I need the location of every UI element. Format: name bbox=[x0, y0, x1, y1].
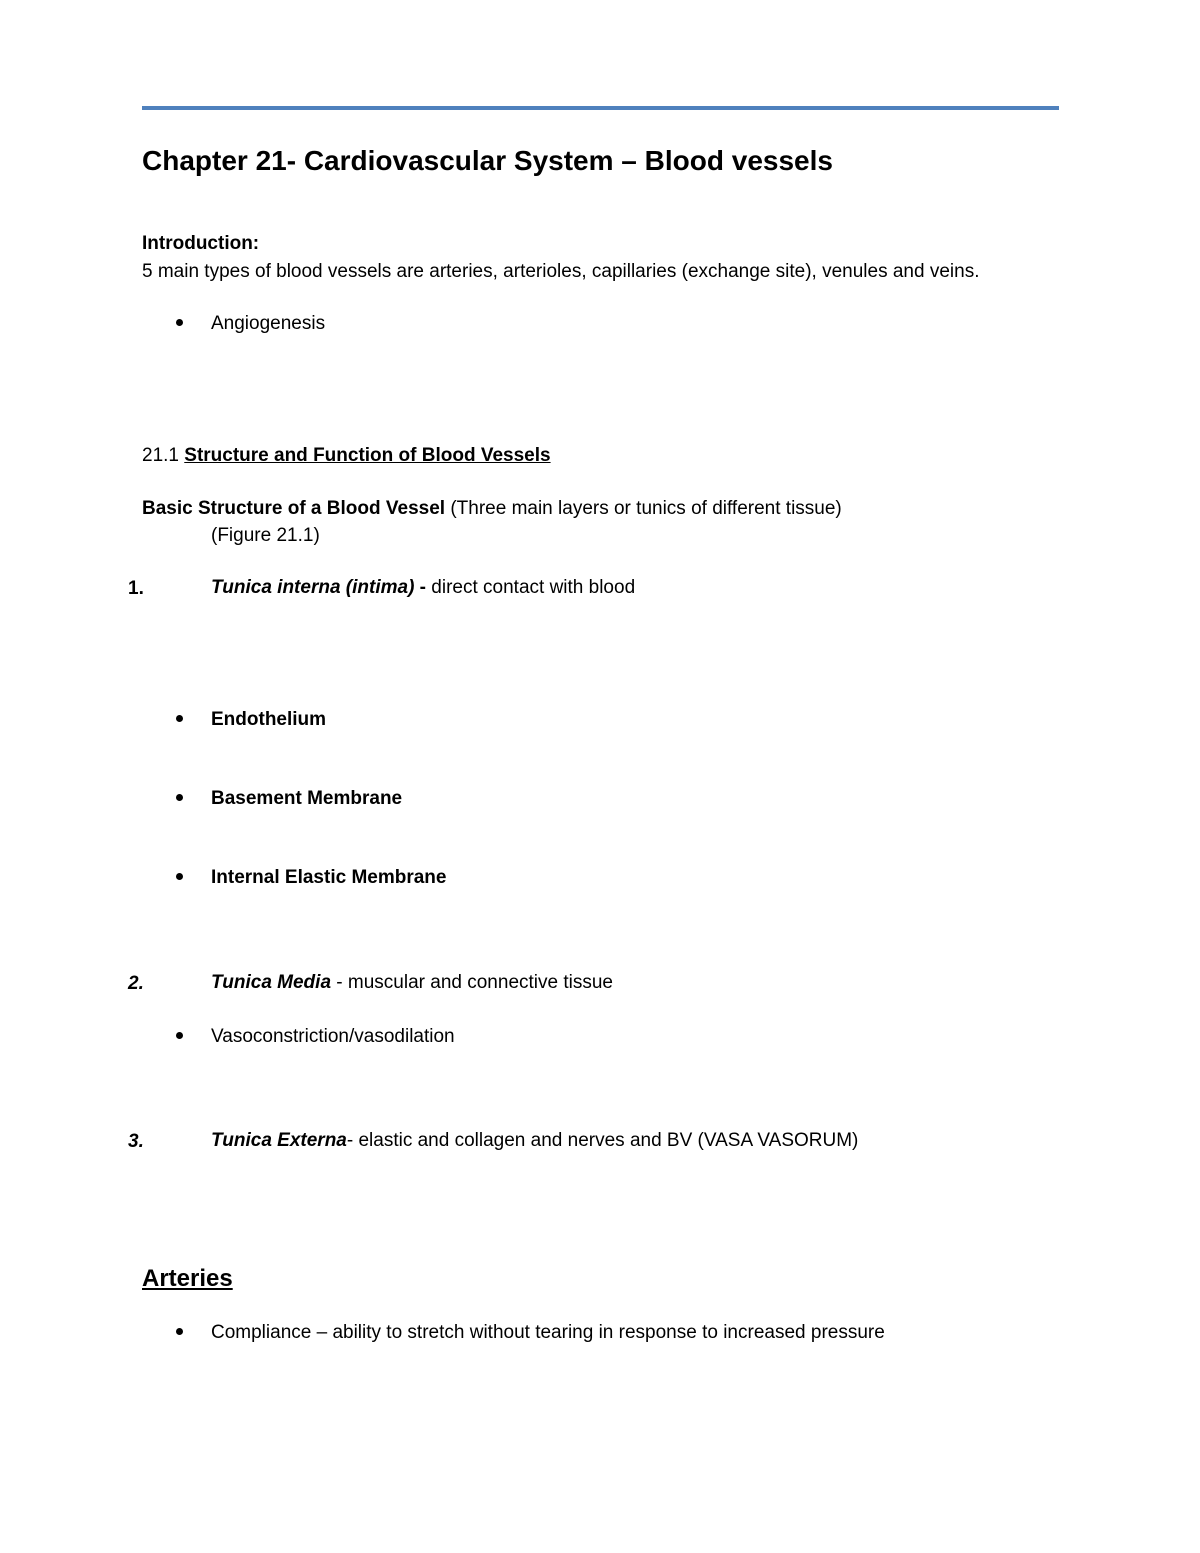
bullet-icon bbox=[176, 1032, 183, 1039]
bullet-icon bbox=[176, 794, 183, 801]
bullet-icon bbox=[176, 1328, 183, 1335]
layer-number: 1. bbox=[128, 578, 144, 599]
intro-heading: Introduction: bbox=[142, 233, 260, 254]
layer-name: Tunica interna (intima) bbox=[211, 577, 415, 598]
bullet-icon bbox=[176, 319, 183, 326]
bullet-vasoconstriction: Vasoconstriction/vasodilation bbox=[211, 1026, 455, 1047]
layer-description: muscular and connective tissue bbox=[347, 972, 613, 993]
basic-structure-line bbox=[142, 497, 842, 521]
layer-tunica-interna bbox=[211, 576, 635, 600]
layer-separator: - bbox=[331, 972, 348, 993]
layer-separator: - bbox=[346, 1130, 359, 1151]
figure-reference: (Figure 21.1) bbox=[211, 525, 320, 546]
layer-number: 2. bbox=[128, 973, 144, 994]
section-heading bbox=[142, 444, 551, 468]
layer-tunica-externa bbox=[211, 1129, 858, 1153]
layer-description: elastic and collagen and nerves and BV (VASA VASORUM) bbox=[358, 1130, 859, 1151]
basic-structure-description: (Three main layers or tunics of different tissue) bbox=[445, 498, 842, 519]
bullet-endothelium: Endothelium bbox=[211, 709, 327, 730]
page-title: Chapter 21- Cardiovascular System – Blood vessels bbox=[142, 145, 833, 176]
layer-separator: - bbox=[414, 577, 432, 598]
title-rule bbox=[142, 106, 1059, 110]
bullet-icon bbox=[176, 873, 183, 880]
bullet-icon bbox=[176, 715, 183, 722]
layer-description: direct contact with blood bbox=[431, 577, 636, 598]
bullet-compliance: Compliance – ability to stretch without tearing in response to increased pressure bbox=[211, 1322, 885, 1343]
bullet-basement-membrane: Basement Membrane bbox=[211, 788, 403, 809]
bullet-internal-elastic-membrane: Internal Elastic Membrane bbox=[211, 867, 447, 888]
intro-text: 5 main types of blood vessels are arteries, arterioles, capillaries (exchange site), venules and veins. bbox=[142, 261, 980, 282]
layer-name: Tunica Externa bbox=[211, 1130, 347, 1151]
layer-tunica-media bbox=[211, 971, 613, 995]
section-title: Structure and Function of Blood Vessels bbox=[184, 445, 551, 466]
arteries-heading: Arteries bbox=[142, 1265, 233, 1292]
layer-number: 3. bbox=[128, 1131, 144, 1152]
intro-bullet-angiogenesis: Angiogenesis bbox=[211, 313, 326, 334]
layer-name: Tunica Media bbox=[211, 972, 332, 993]
basic-structure-heading: Basic Structure of a Blood Vessel bbox=[142, 498, 446, 519]
section-number: 21.1 bbox=[142, 445, 185, 466]
